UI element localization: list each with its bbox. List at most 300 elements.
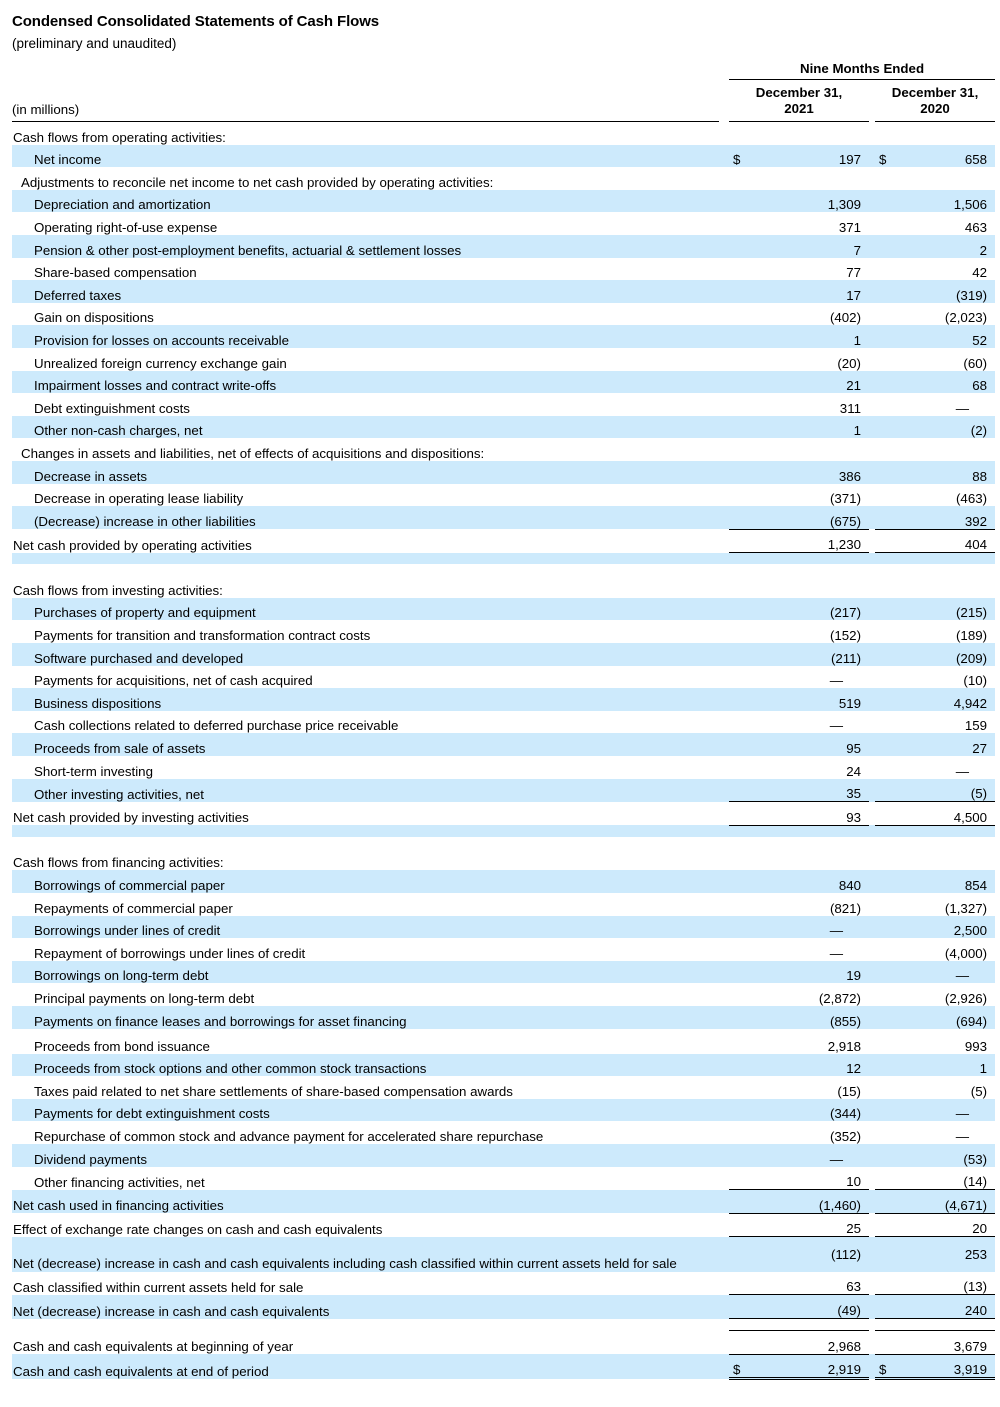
currency-symbol-col2 — [875, 779, 897, 802]
row-label: Decrease in assets — [12, 461, 719, 484]
currency-symbol-col1 — [729, 733, 751, 756]
section-gap-row — [12, 837, 995, 848]
value-col2: (10) — [963, 673, 988, 689]
row-label: Cash flows from investing activities: — [13, 582, 223, 598]
currency-symbol-col2 — [875, 938, 897, 961]
units-note: (in millions) — [12, 102, 80, 117]
currency-symbol-col2 — [875, 983, 897, 1006]
currency-symbol-col2 — [875, 1167, 897, 1190]
row-label: Purchases of property and equipment — [12, 598, 719, 621]
row-label: Changes in assets and liabilities, net of effects of acquisitions and dispositions: — [21, 445, 485, 461]
table-row — [12, 122, 995, 145]
table-row — [12, 643, 995, 666]
table-row — [12, 506, 995, 529]
table-row — [12, 666, 995, 689]
currency-symbol-col1 — [729, 1213, 751, 1237]
row-label: Decrease in operating lease liability — [34, 491, 244, 507]
table-row — [12, 938, 995, 961]
value-col1: (344) — [751, 1099, 869, 1122]
currency-symbol-col1 — [729, 1272, 751, 1295]
value-col2: 1,506 — [897, 190, 995, 213]
currency-symbol-col2 — [875, 643, 897, 666]
table-header-group — [12, 61, 995, 122]
value-col2: 240 — [897, 1295, 995, 1319]
row-label: Repayment of borrowings under lines of credit — [34, 945, 306, 961]
currency-symbol-col1 — [729, 938, 751, 961]
value-col1: (855) — [751, 1006, 869, 1029]
currency-symbol-col1 — [729, 529, 751, 553]
table-row — [12, 167, 995, 190]
currency-symbol-col1 — [729, 325, 751, 348]
currency-symbol-col1 — [729, 280, 751, 303]
value-col2: 159 — [964, 718, 988, 734]
row-label: Payments for transition and transformation contract costs — [34, 628, 371, 644]
row-label: Operating right-of-use expense — [34, 219, 218, 235]
table-row — [12, 325, 995, 348]
currency-symbol-col2 — [875, 666, 897, 689]
table-row — [12, 848, 995, 871]
currency-symbol-col2 — [875, 325, 897, 348]
currency-symbol-col2 — [875, 916, 897, 939]
currency-symbol-col2 — [875, 961, 897, 984]
header-span-label: Nine Months Ended — [799, 61, 925, 76]
value-col2: — — [955, 400, 970, 416]
currency-symbol-col2 — [875, 575, 897, 598]
value-col1: 1,309 — [751, 190, 869, 213]
value-col2: — — [955, 1128, 970, 1144]
currency-symbol-col1 — [729, 416, 751, 439]
section-spacer-row — [12, 825, 995, 837]
currency-symbol-col1 — [729, 1237, 751, 1272]
table-row — [12, 416, 995, 439]
table-row — [12, 983, 995, 1006]
value-col1: (821) — [829, 900, 861, 916]
currency-symbol-col1 — [729, 303, 751, 326]
row-label: Payments for acquisitions, net of cash acquired — [34, 673, 313, 689]
currency-symbol-col2 — [875, 212, 897, 235]
currency-symbol-col2 — [875, 1054, 897, 1077]
currency-symbol-col2: $ — [875, 1354, 897, 1379]
row-label: Dividend payments — [12, 1144, 719, 1167]
value-col1: (211) — [751, 643, 869, 666]
table-row — [12, 575, 995, 598]
currency-symbol-col1 — [729, 1331, 751, 1355]
value-col2: 27 — [897, 733, 995, 756]
value-col1: (152) — [829, 628, 861, 644]
value-col2: 88 — [897, 461, 995, 484]
table-row — [12, 1213, 995, 1237]
row-label: Software purchased and developed — [12, 643, 719, 666]
currency-symbol-col1 — [729, 1144, 751, 1167]
currency-symbol-col2 — [875, 416, 897, 439]
value-col1: (112) — [751, 1237, 869, 1272]
table-row — [12, 1099, 995, 1122]
table-row — [12, 756, 995, 779]
value-col2: 4,500 — [897, 802, 995, 826]
value-col1: (402) — [829, 310, 861, 326]
currency-symbol-col1 — [729, 1121, 751, 1144]
value-col2: (4,000) — [944, 945, 988, 961]
currency-symbol-col1 — [729, 688, 751, 711]
currency-symbol-col1 — [729, 1054, 751, 1077]
table-row — [12, 371, 995, 394]
row-label: Share-based compensation — [34, 265, 197, 281]
row-label: Cash flows from financing activities: — [13, 855, 224, 871]
table-row — [12, 1144, 995, 1167]
row-label: Repayments of commercial paper — [34, 900, 233, 916]
value-col2: (319) — [897, 280, 995, 303]
value-col2: 658 — [897, 145, 995, 168]
currency-symbol-col2 — [875, 484, 897, 507]
value-col2: (2,926) — [944, 990, 988, 1006]
currency-symbol-col1 — [729, 371, 751, 394]
value-col1: — — [829, 673, 843, 689]
value-col2 — [897, 575, 995, 598]
value-col1: — — [829, 718, 843, 734]
table-row — [12, 733, 995, 756]
currency-symbol-col1 — [729, 1029, 751, 1054]
value-col1: 2,968 — [751, 1331, 869, 1355]
currency-symbol-col1 — [729, 506, 751, 529]
row-label: Net cash used in financing activities — [12, 1190, 719, 1214]
row-label: Borrowings of commercial paper — [12, 870, 719, 893]
value-col1: 2,918 — [827, 1038, 861, 1054]
currency-symbol-col1 — [729, 870, 751, 893]
value-col2: (5) — [897, 779, 995, 802]
value-col2 — [897, 848, 995, 871]
currency-symbol-col2 — [875, 303, 897, 326]
table-row — [12, 893, 995, 916]
value-col1: 24 — [846, 763, 861, 779]
currency-symbol-col2 — [875, 258, 897, 281]
value-col2: 42 — [972, 265, 988, 281]
currency-symbol-col1 — [729, 190, 751, 213]
currency-symbol-col1 — [729, 258, 751, 281]
row-label: Business dispositions — [12, 688, 719, 711]
currency-symbol-col2 — [875, 598, 897, 621]
value-col1: — — [829, 945, 843, 961]
currency-symbol-col1 — [729, 848, 751, 871]
currency-symbol-col2 — [875, 893, 897, 916]
currency-symbol-col2 — [875, 733, 897, 756]
value-col1: 1,230 — [751, 529, 869, 553]
value-col2: (209) — [897, 643, 995, 666]
value-col2: 52 — [897, 325, 995, 348]
currency-symbol-col1 — [729, 1076, 751, 1099]
currency-symbol-col2 — [875, 1099, 897, 1122]
currency-symbol-col1 — [729, 961, 751, 984]
value-col2 — [897, 438, 995, 461]
value-col1: (15) — [837, 1083, 861, 1099]
value-col1: (675) — [751, 506, 869, 529]
value-col2: 4,942 — [897, 688, 995, 711]
currency-symbol-col2 — [875, 1121, 897, 1144]
currency-symbol-col2 — [875, 1076, 897, 1099]
value-col1: 17 — [751, 280, 869, 303]
table-row — [12, 1054, 995, 1077]
currency-symbol-col1 — [729, 1190, 751, 1214]
table-row — [12, 529, 995, 553]
value-col2: — — [955, 763, 970, 779]
currency-symbol-col2 — [875, 1144, 897, 1167]
value-col1: — — [751, 1144, 869, 1167]
row-label: Proceeds from stock options and other common stock transactions — [12, 1054, 719, 1077]
value-col1: 1 — [751, 416, 869, 439]
table-row — [12, 1295, 995, 1319]
row-label: Pension & other post-employment benefits, actuarial & settlement losses — [12, 235, 719, 258]
value-col1: (20) — [837, 355, 861, 371]
currency-symbol-col1 — [729, 1295, 751, 1319]
currency-symbol-col2: $ — [875, 145, 897, 168]
currency-symbol-col1 — [729, 893, 751, 916]
value-col1 — [751, 848, 869, 871]
currency-symbol-col1: $ — [729, 145, 751, 168]
currency-symbol-col2 — [875, 848, 897, 871]
table-row — [12, 961, 995, 984]
currency-symbol-col2 — [875, 1331, 897, 1355]
currency-symbol-col2 — [875, 235, 897, 258]
value-col1: 311 — [839, 400, 861, 416]
value-col2: (463) — [956, 491, 988, 507]
currency-symbol-col2 — [875, 1237, 897, 1272]
value-col2: 3,919 — [897, 1354, 995, 1379]
table-row — [12, 1029, 995, 1054]
row-label: Proceeds from bond issuance — [34, 1038, 210, 1054]
row-label: Cash and cash equivalents at beginning of year — [13, 1339, 294, 1355]
table-row — [12, 438, 995, 461]
value-col2 — [897, 167, 995, 190]
value-col1: 386 — [751, 461, 869, 484]
table-row — [12, 688, 995, 711]
value-col2: — — [897, 961, 995, 984]
value-col1: 35 — [751, 779, 869, 802]
row-label: Principal payments on long-term debt — [34, 990, 255, 1006]
section-gap-row — [12, 1319, 995, 1331]
value-col1: (49) — [751, 1295, 869, 1319]
table-row — [12, 1167, 995, 1190]
value-col1: 1 — [751, 325, 869, 348]
row-label: Unrealized foreign currency exchange gain — [34, 355, 287, 371]
header-col2-date — [875, 82, 995, 117]
table-body — [12, 122, 995, 1379]
value-col2: 993 — [964, 1038, 988, 1054]
table-row — [12, 620, 995, 643]
row-label: Provision for losses on accounts receivable — [12, 325, 719, 348]
currency-symbol-col1 — [729, 1006, 751, 1029]
currency-symbol-col2 — [875, 190, 897, 213]
value-col2: (60) — [963, 355, 988, 371]
value-col2: 392 — [897, 506, 995, 529]
table-row — [12, 212, 995, 235]
currency-symbol-col2 — [875, 1190, 897, 1214]
header-spacer-row — [12, 61, 995, 82]
table-row — [12, 190, 995, 213]
table-row — [12, 916, 995, 939]
cash-flow-table — [12, 61, 995, 1380]
value-col2: (215) — [897, 598, 995, 621]
currency-symbol-col1 — [729, 461, 751, 484]
value-col1: 371 — [838, 219, 861, 235]
row-label: (Decrease) increase in other liabilities — [12, 506, 719, 529]
value-col2: (2,023) — [944, 310, 988, 326]
currency-symbol-col2 — [875, 438, 897, 461]
currency-symbol-col2 — [875, 280, 897, 303]
value-col1: — — [751, 916, 869, 939]
currency-symbol-col1 — [729, 620, 751, 643]
value-col2: 2,500 — [897, 916, 995, 939]
currency-symbol-col2 — [875, 348, 897, 371]
table-row — [12, 870, 995, 893]
currency-symbol-col1 — [729, 235, 751, 258]
header-col1-date — [729, 82, 869, 117]
value-col1: 95 — [751, 733, 869, 756]
table-row — [12, 1237, 995, 1272]
row-label: Borrowings on long-term debt — [12, 961, 719, 984]
row-label: Other investing activities, net — [12, 779, 719, 802]
value-col2: 854 — [897, 870, 995, 893]
value-col2: (694) — [897, 1006, 995, 1029]
page-subtitle: (preliminary and unaudited) — [12, 36, 177, 51]
value-col2: 3,679 — [897, 1331, 995, 1355]
currency-symbol-col2 — [875, 122, 897, 145]
row-label: Net cash provided by operating activities — [13, 537, 252, 553]
header-col1-line2: 2021 — [784, 101, 814, 116]
row-label: Repurchase of common stock and advance payment for accelerated share repurchase — [34, 1128, 544, 1144]
value-col2: 1 — [897, 1054, 995, 1077]
value-col1 — [751, 438, 869, 461]
value-col1: 2,919 — [751, 1354, 869, 1379]
value-col2: (13) — [963, 1279, 988, 1295]
row-label: Other non-cash charges, net — [12, 416, 719, 439]
currency-symbol-col2 — [875, 371, 897, 394]
header-col2-line1: December 31, — [891, 85, 979, 100]
currency-symbol-col1 — [729, 756, 751, 779]
currency-symbol-col2 — [875, 1295, 897, 1319]
row-label: Effect of exchange rate changes on cash and cash equivalents — [13, 1221, 383, 1237]
value-col2: (14) — [963, 1174, 988, 1190]
table-row — [12, 461, 995, 484]
table-row — [12, 779, 995, 802]
value-col2: (189) — [956, 628, 988, 644]
currency-symbol-col2 — [875, 688, 897, 711]
value-col1: (1,460) — [751, 1190, 869, 1214]
table-row — [12, 598, 995, 621]
row-label: Adjustments to reconcile net income to net cash provided by operating activities: — [21, 174, 494, 190]
table-row — [12, 393, 995, 416]
currency-symbol-col2 — [875, 711, 897, 734]
value-col1: (2,872) — [818, 990, 861, 1006]
value-col2: 20 — [897, 1213, 995, 1237]
value-col1: 840 — [751, 870, 869, 893]
currency-symbol-col2 — [875, 1213, 897, 1237]
value-col2: 463 — [964, 219, 988, 235]
row-label: Net (decrease) increase in cash and cash equivalents including cash classified within current assets held for sale — [12, 1237, 719, 1272]
header-span-rule — [729, 79, 995, 80]
currency-symbol-col1 — [729, 575, 751, 598]
currency-symbol-col1 — [729, 122, 751, 145]
currency-symbol-col1 — [729, 916, 751, 939]
currency-symbol-col2 — [875, 506, 897, 529]
value-col2: 68 — [897, 371, 995, 394]
value-col1 — [751, 167, 869, 190]
table-row — [12, 258, 995, 281]
currency-symbol-col2 — [875, 529, 897, 553]
row-label: Debt extinguishment costs — [34, 400, 190, 416]
value-col2: (1,327) — [944, 900, 988, 916]
currency-symbol-col2 — [875, 802, 897, 826]
row-label: Payments for debt extinguishment costs — [12, 1099, 719, 1122]
section-gap-row — [12, 564, 995, 575]
value-col1: (217) — [751, 598, 869, 621]
value-col1: (371) — [829, 491, 861, 507]
currency-symbol-col1 — [729, 983, 751, 1006]
value-col2: 2 — [897, 235, 995, 258]
value-col1 — [751, 575, 869, 598]
currency-symbol-col1 — [729, 779, 751, 802]
currency-symbol-col1 — [729, 212, 751, 235]
value-col2: 253 — [897, 1237, 995, 1272]
value-col1: (352) — [829, 1128, 861, 1144]
row-label: Cash collections related to deferred purchase price receivable — [34, 718, 399, 734]
currency-symbol-col1 — [729, 666, 751, 689]
value-col1: 12 — [751, 1054, 869, 1077]
value-col2: — — [897, 1099, 995, 1122]
table-row — [12, 280, 995, 303]
row-label: Taxes paid related to net share settlements of share-based compensation awards — [34, 1083, 513, 1099]
currency-symbol-col1 — [729, 598, 751, 621]
table-row — [12, 348, 995, 371]
currency-symbol-col2 — [875, 870, 897, 893]
table-row — [12, 1121, 995, 1144]
currency-symbol-col1 — [729, 643, 751, 666]
currency-symbol-col2 — [875, 756, 897, 779]
row-label: Net income — [12, 145, 719, 168]
value-col1: 21 — [751, 371, 869, 394]
value-col2: (5) — [970, 1083, 988, 1099]
row-label: Payments on finance leases and borrowings for asset financing — [12, 1006, 719, 1029]
currency-symbol-col2 — [875, 461, 897, 484]
value-col1: 10 — [846, 1174, 861, 1190]
row-label: Depreciation and amortization — [12, 190, 719, 213]
currency-symbol-col2 — [875, 167, 897, 190]
table-row — [12, 802, 995, 826]
section-spacer-row — [12, 553, 995, 565]
value-col1: 93 — [751, 802, 869, 826]
value-col1 — [751, 122, 869, 145]
value-col1: 77 — [846, 265, 861, 281]
value-col2: (53) — [897, 1144, 995, 1167]
row-label: Borrowings under lines of credit — [12, 916, 719, 939]
row-label: Deferred taxes — [12, 280, 719, 303]
value-col1: 63 — [846, 1279, 861, 1295]
currency-symbol-col1 — [729, 802, 751, 826]
table-row — [12, 145, 995, 168]
currency-symbol-col1 — [729, 1099, 751, 1122]
header-col1-line1: December 31, — [755, 85, 843, 100]
currency-symbol-col1 — [729, 484, 751, 507]
table-row — [12, 1272, 995, 1295]
header-dates-row — [12, 82, 995, 117]
currency-symbol-col1 — [729, 438, 751, 461]
table-row — [12, 235, 995, 258]
header-span-nine-months — [729, 61, 995, 82]
table-row — [12, 1006, 995, 1029]
row-label: Short-term investing — [34, 763, 153, 779]
currency-symbol-col1 — [729, 348, 751, 371]
value-col1: 519 — [751, 688, 869, 711]
value-col2: 404 — [897, 529, 995, 553]
row-label: Cash classified within current assets held for sale — [13, 1279, 304, 1295]
